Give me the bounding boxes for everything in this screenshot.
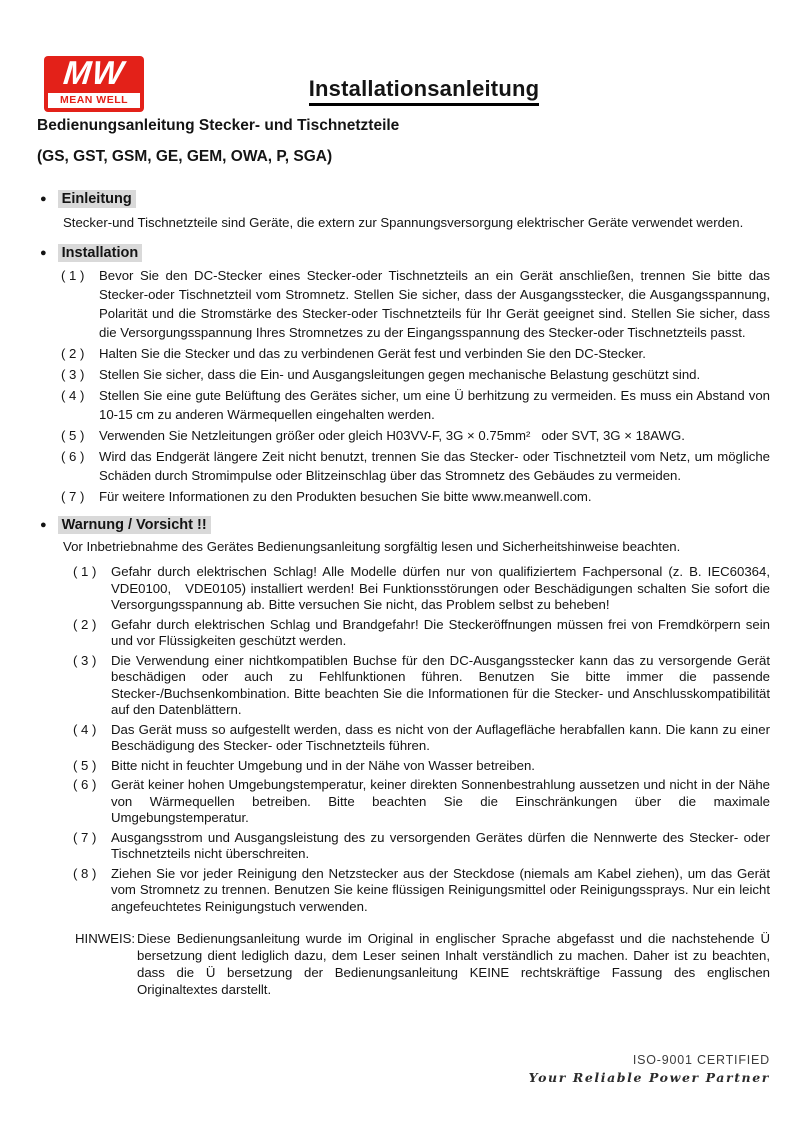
item-number: ( 6 ) <box>73 777 97 792</box>
mw-logo-mark: MW <box>61 54 127 91</box>
item-text: Wird das Endgerät längere Zeit nicht benutzt, trennen Sie das Stecker- oder Tischnetzteil vom Netz, um mögliche Schäden durch Stromimpulse oder Blitzeinschlag über das Stromnetz des Gebäudes zu vermeiden. <box>99 449 770 483</box>
list-item <box>61 487 770 506</box>
list-item <box>73 617 770 650</box>
section-title: Installation <box>58 244 143 262</box>
list-item <box>61 365 770 384</box>
item-number: ( 8 ) <box>73 865 97 881</box>
item-text: Ziehen Sie vor jeder Reinigung den Netzstecker aus der Steckdose (niemals am Kabel ziehen), um das Gerät vom Stromnetz zu trennen. Benutzen Sie keine flüssigen Reinigungsmittel oder Reinigungssprays. Nur ein leicht angefeuchtetes Reinigungstuch verwenden. <box>111 865 770 914</box>
section-intro: Stecker-und Tischnetzteile sind Geräte, die extern zur Spannungsversorgung elektrischer Geräte verwendet werden. <box>63 215 744 230</box>
list-item <box>61 426 770 445</box>
list-item <box>73 564 770 614</box>
item-text: Stellen Sie eine gute Belüftung des Gerätes sicher, um eine Ü berhitzung zu vermeiden. Es muss ein Abstand von 10-15 cm zu anderen Wärmequellen eingehalten werden. <box>99 388 770 422</box>
item-text: Gerät keiner hohen Umgebungstemperatur, keiner direkten Sonnenbestrahlung aussetzen und nicht in der Nähe von Wärmequellen betreiben. Bitte beachten Sie die Einschränkungen über die maximale Umgebungstemperatur. <box>111 777 770 825</box>
bullet-icon: ● <box>40 518 47 531</box>
item-text: Ausgangsstrom und Ausgangsleistung des zu versorgenden Gerätes dürfen die Nennwerte des Stecker- oder Tischnetzteils nicht überschreiten. <box>111 829 770 861</box>
item-number: ( 5 ) <box>61 428 85 443</box>
item-text: Halten Sie die Stecker und das zu verbindenen Gerät fest und verbinden Sie den DC-Stecker. <box>99 346 646 361</box>
item-text: Verwenden Sie Netzleitungen größer oder gleich H03VV-F, 3G × 0.75mm² oder SVT, 3G × 18AWG. <box>99 428 685 443</box>
item-text: Stellen Sie sicher, dass die Ein- und Ausgangsleitungen gegen mechanische Belastung geschützt sind. <box>99 367 701 382</box>
page-title-row <box>0 76 802 106</box>
list-item <box>73 866 770 916</box>
list-item <box>61 447 770 485</box>
section-heading <box>37 516 770 534</box>
document-content <box>0 116 802 998</box>
list-item <box>61 344 770 363</box>
list-item <box>61 386 770 424</box>
sections <box>37 190 770 915</box>
footer <box>529 1052 770 1085</box>
item-number: ( 2 ) <box>61 346 85 361</box>
list-item <box>73 777 770 827</box>
item-number: ( 4 ) <box>73 721 97 737</box>
section-title: Einleitung <box>58 190 136 208</box>
item-number: ( 2 ) <box>73 616 97 632</box>
item-number: ( 7 ) <box>61 489 85 504</box>
list-item <box>73 653 770 719</box>
item-number: ( 6 ) <box>61 449 85 464</box>
section-intro: Vor Inbetriebnahme des Gerätes Bedienungsanleitung sorgfältig lesen und Sicherheitshinweise beachten. <box>63 539 681 554</box>
slogan-text: Your Reliable Power Partner <box>528 1070 770 1085</box>
numbered-list <box>37 266 770 506</box>
mw-logo-text: MEAN WELL <box>48 93 140 108</box>
list-item <box>73 758 770 775</box>
numbered-list <box>37 564 770 915</box>
bullet-icon: ● <box>40 246 47 259</box>
item-text: Die Verwendung einer nichtkompatiblen Buchse für den DC-Ausgangsstecker kann das zu versorgende Gerät beschädigen oder auch zu Fehlfunktionen führen. Benutzen Sie bitte immer die passende Stecker-/Buchsenkombination. Bitte beachten Sie die Informationen für die Stecker- und Anschlusskompatibilität auf den Datenblättern. <box>111 652 770 717</box>
hinweis-note <box>75 930 770 998</box>
list-item <box>73 722 770 755</box>
section-title: Warnung / Vorsicht !! <box>58 516 211 534</box>
item-text: Bevor Sie den DC-Stecker eines Stecker-oder Tischnetzteils an ein Gerät anschließen, trennen Sie bitte das Stecker-oder Tischnetzteil vom Stromnetz. Stellen Sie sicher, dass der Ausgangsstecker, die Ausgangsspannung, Polarität und die Stromstärke des Stecker-oder Tischnetzteils für Ihr Gerät geeignet sind. Stellen Sie sicher, dass die Versorgungsspannung Ihres Stromnetzes zu der Eingangsspannung des Stecker-oder Tischnetzteils passt. <box>99 268 770 340</box>
item-text: Gefahr durch elektrischen Schlag und Brandgefahr! Die Steckeröffnungen müssen frei von Fremdkörpern sein und vor Flüssigkeiten geschützt werden. <box>111 616 770 648</box>
item-text: Gefahr durch elektrischen Schlag! Alle Modelle dürfen nur von qualifiziertem Fachpersonal (z. B. IEC60364, VDE0100, VDE0105) installiert werden! Bei Funktionsstörungen oder Beschädigungen schalten Sie sofort die Versorgungsspannung ab. Bitte versuchen Sie nicht, das Problem selbst zu beheben! <box>111 564 770 612</box>
subtitle-line-2: (GS, GST, GSM, GE, GEM, OWA, P, SGA) <box>37 148 333 165</box>
item-text: Bitte nicht in feuchter Umgebung und in der Nähe von Wasser betreiben. <box>111 757 535 773</box>
item-number: ( 7 ) <box>73 829 97 845</box>
item-text: Das Gerät muss so aufgestellt werden, dass es nicht von der Auflagefläche herabfallen kann. Die kann zu einer Beschädigung des Stecker- oder Tischnetzteils führen. <box>111 721 770 753</box>
section-installation <box>37 244 770 506</box>
item-number: ( 1 ) <box>61 268 85 283</box>
list-item <box>73 830 770 863</box>
hinweis-label: HINWEIS: <box>75 931 136 946</box>
section-heading <box>37 190 770 208</box>
subtitle-line-1: Bedienungsanleitung Stecker- und Tischnetzteile <box>37 117 400 134</box>
item-number: ( 4 ) <box>61 388 85 403</box>
page-title: Installationsanleitung <box>309 76 540 106</box>
list-item <box>61 266 770 342</box>
hinweis-text: Diese Bedienungsanleitung wurde im Original in englischer Sprache abgefasst und die nachstehende Ü bersetzung dient lediglich dazu, dem Leser seinen Inhalt verständlich zu machen. Daher ist zu beachten, dass die Ü bersetzung der Bedienungsanleitung KEINE rechtskräftige Fassung des englischen Originaltextes darstellt. <box>137 931 770 997</box>
item-text: Für weitere Informationen zu den Produkten besuchen Sie bitte www.meanwell.com. <box>99 489 592 504</box>
section-heading <box>37 244 770 262</box>
section-einleitung <box>37 190 770 234</box>
item-number: ( 3 ) <box>73 652 97 668</box>
bullet-icon: ● <box>40 192 47 205</box>
item-number: ( 1 ) <box>73 564 97 579</box>
section-warnung <box>37 516 770 915</box>
iso-certified-text: ISO-9001 CERTIFIED <box>632 1053 770 1067</box>
item-number: ( 3 ) <box>61 367 85 382</box>
item-number: ( 5 ) <box>73 757 97 773</box>
